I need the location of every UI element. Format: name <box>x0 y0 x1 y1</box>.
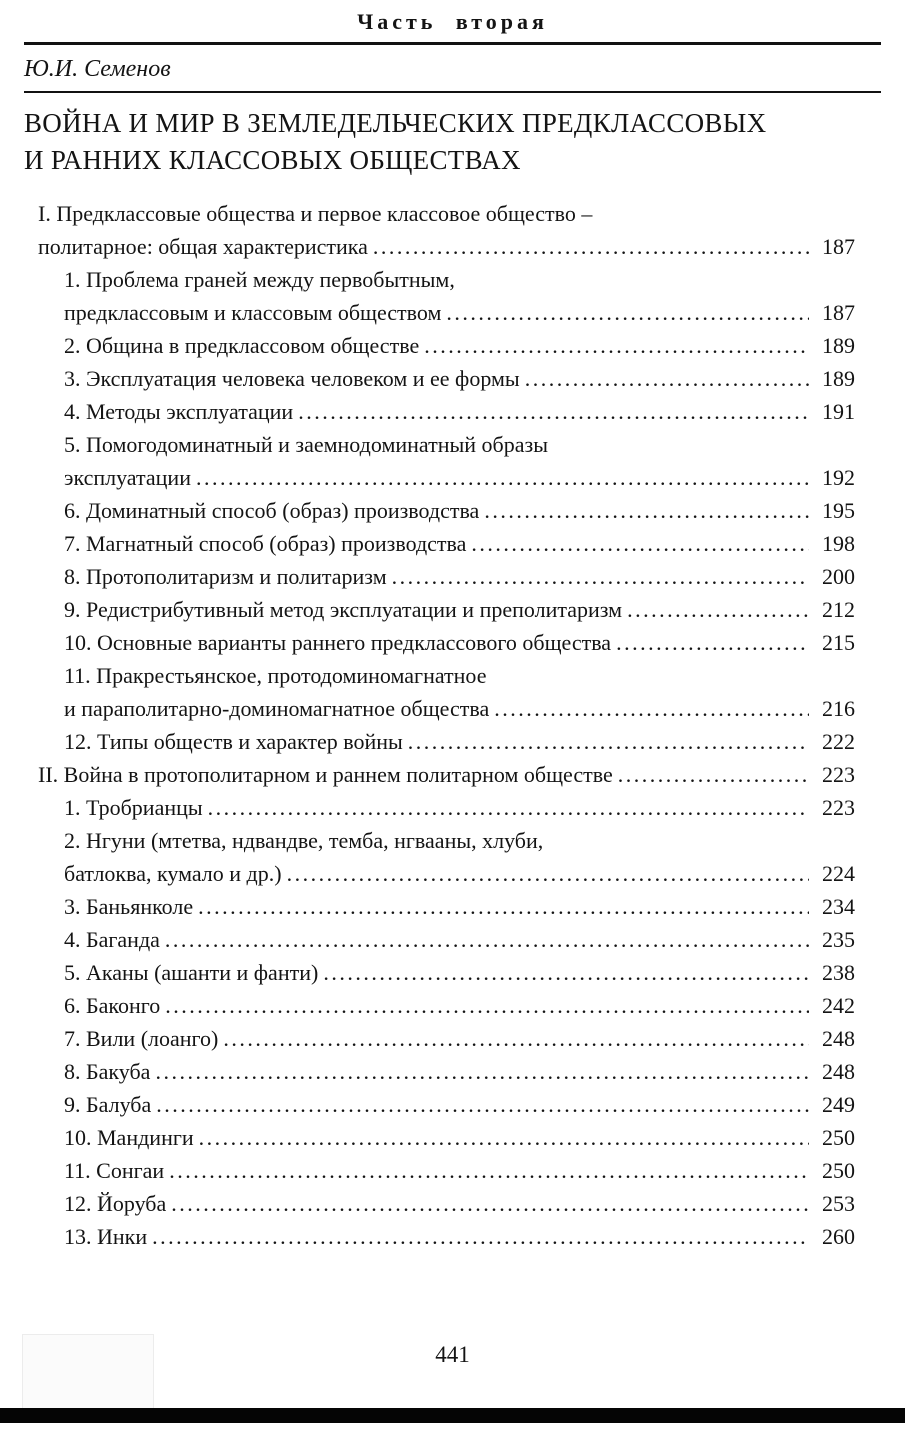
toc-entry-text: II. Война в протополитарном и раннем политарном обществе <box>38 762 613 787</box>
dot-leader <box>298 395 809 428</box>
page-number: 441 <box>435 1342 470 1367</box>
toc-entry-text: 4. Методы эксплуатации <box>64 399 294 424</box>
toc-entry-line <box>64 593 855 626</box>
toc-entry <box>38 197 855 263</box>
toc-entry <box>64 626 855 659</box>
toc-page-number: 195 <box>822 498 855 523</box>
toc-page-number: 215 <box>822 630 855 655</box>
dot-leader <box>424 329 809 362</box>
dot-leader <box>155 1055 809 1088</box>
toc-entry-text: политарное: общая характеристика <box>38 234 368 259</box>
toc-entry-text: 1. Проблема граней между первобытным, <box>64 267 455 292</box>
toc-page-number: 187 <box>822 300 855 325</box>
toc-entry-line <box>64 395 855 428</box>
toc-page-number: 238 <box>822 960 855 985</box>
toc-entry-text: 9. Балуба <box>64 1092 152 1117</box>
toc-entry <box>64 725 855 758</box>
part-header: Часть вторая <box>357 9 548 34</box>
toc-page-number: 235 <box>822 927 855 952</box>
dot-leader <box>165 923 809 956</box>
dot-leader <box>616 626 809 659</box>
toc-entry <box>64 923 855 956</box>
dot-leader <box>323 956 809 989</box>
toc-entry-line <box>38 230 855 263</box>
toc-entry <box>64 989 855 1022</box>
dot-leader <box>408 725 809 758</box>
toc-entry-text: 2. Община в предклассовом обществе <box>64 333 420 358</box>
toc-page-number: 234 <box>822 894 855 919</box>
toc-page-number: 198 <box>822 531 855 556</box>
toc-page-number: 187 <box>822 234 855 259</box>
table-of-contents <box>24 197 881 1253</box>
toc-entry-text: 1. Тробрианцы <box>64 795 203 820</box>
toc-entry-text: 7. Магнатный способ (образ) производства <box>64 531 467 556</box>
toc-entry <box>64 1187 855 1220</box>
toc-entry <box>64 1088 855 1121</box>
dot-leader <box>169 1154 809 1187</box>
toc-page-number: 248 <box>822 1026 855 1051</box>
toc-page-number: 260 <box>822 1224 855 1249</box>
toc-entry-text: 3. Баньянколе <box>64 894 194 919</box>
toc-entry-text: 8. Протополитаризм и политаризм <box>64 564 387 589</box>
toc-entry-line <box>64 725 855 758</box>
toc-entry-line <box>64 692 855 725</box>
toc-entry-text: 4. Баганда <box>64 927 160 952</box>
dot-leader <box>484 494 809 527</box>
dot-leader <box>627 593 809 626</box>
toc-page-number: 192 <box>822 465 855 490</box>
toc-page-number: 216 <box>822 696 855 721</box>
toc-entry <box>64 428 855 494</box>
toc-page-number: 223 <box>822 762 855 787</box>
toc-entry-text: 9. Редистрибутивный метод эксплуатации и преполитаризм <box>64 597 623 622</box>
toc-entry-text: батлоква, кумало и др.) <box>64 861 282 886</box>
dot-leader <box>198 890 809 923</box>
toc-entry-text: 11. Сонгаи <box>64 1158 165 1183</box>
toc-entry-line <box>64 1088 855 1121</box>
author-name: Ю.И. Семенов <box>24 56 171 82</box>
dot-leader <box>208 791 809 824</box>
toc-entry-line <box>64 956 855 989</box>
toc-entry-line <box>64 1187 855 1220</box>
toc-entry-text: эксплуатации <box>64 465 191 490</box>
toc-entry-line <box>38 758 855 791</box>
toc-entry-line <box>64 428 855 461</box>
toc-page-number: 189 <box>822 333 855 358</box>
toc-page-number: 253 <box>822 1191 855 1216</box>
toc-page-number: 223 <box>822 795 855 820</box>
toc-entry-text: 10. Основные варианты раннего предклассового общества <box>64 630 612 655</box>
toc-entry-line <box>64 1154 855 1187</box>
toc-entry-text: 3. Эксплуатация человека человеком и ее формы <box>64 366 520 391</box>
toc-page-number: 224 <box>822 861 855 886</box>
document-title-line-1: ВОЙНА И МИР В ЗЕМЛЕДЕЛЬЧЕСКИХ ПРЕДКЛАССОВЫХ <box>24 108 767 138</box>
divider-author <box>24 91 881 93</box>
toc-entry-text: I. Предклассовые общества и первое классовое общество – <box>38 201 593 226</box>
toc-entry <box>64 824 855 890</box>
dot-leader <box>446 296 809 329</box>
toc-entry-line <box>64 494 855 527</box>
toc-entry <box>64 362 855 395</box>
toc-entry-line <box>64 791 855 824</box>
toc-page-number: 222 <box>822 729 855 754</box>
document-title <box>24 105 881 179</box>
toc-entry-text: 8. Бакуба <box>64 1059 151 1084</box>
toc-entry-line <box>64 890 855 923</box>
toc-page-number: 249 <box>822 1092 855 1117</box>
toc-entry <box>38 758 855 791</box>
toc-entry-text: 12. Типы обществ и характер войны <box>64 729 403 754</box>
toc-entry-text: 6. Баконго <box>64 993 161 1018</box>
toc-entry <box>64 593 855 626</box>
toc-page-number: 189 <box>822 366 855 391</box>
toc-entry-line <box>64 1022 855 1055</box>
toc-entry <box>64 263 855 329</box>
toc-entry <box>64 956 855 989</box>
toc-entry-line <box>64 659 855 692</box>
toc-entry-text: 12. Йоруба <box>64 1191 167 1216</box>
toc-entry <box>64 890 855 923</box>
dot-leader <box>165 989 809 1022</box>
toc-entry <box>64 494 855 527</box>
toc-entry-line <box>64 824 855 857</box>
toc-page-number: 250 <box>822 1158 855 1183</box>
toc-entry <box>64 1154 855 1187</box>
toc-entry-line <box>64 296 855 329</box>
toc-entry <box>64 560 855 593</box>
toc-entry-text: 11. Пракрестьянское, протодоминомагнатное <box>64 663 487 688</box>
dot-leader <box>196 461 809 494</box>
toc-entry-line <box>64 1121 855 1154</box>
dot-leader <box>223 1022 809 1055</box>
toc-entry-line <box>64 560 855 593</box>
toc-entry-text: 6. Доминатный способ (образ) производства <box>64 498 480 523</box>
toc-page-number: 191 <box>822 399 855 424</box>
toc-entry-line <box>64 989 855 1022</box>
toc-entry-line <box>64 527 855 560</box>
scan-edge-bar <box>0 1408 905 1423</box>
divider-top <box>24 42 881 45</box>
document-title-line-2: И РАННИХ КЛАССОВЫХ ОБЩЕСТВАХ <box>24 145 521 175</box>
toc-entry-line <box>64 857 855 890</box>
toc-page-number: 200 <box>822 564 855 589</box>
toc-page-number: 248 <box>822 1059 855 1084</box>
toc-entry-line <box>64 329 855 362</box>
toc-entry-text: 13. Инки <box>64 1224 148 1249</box>
dot-leader <box>525 362 809 395</box>
toc-entry <box>64 395 855 428</box>
toc-entry-text: предклассовым и классовым обществом <box>64 300 442 325</box>
dot-leader <box>199 1121 809 1154</box>
toc-entry <box>64 527 855 560</box>
toc-entry-text: и параполитарно-доминомагнатное общества <box>64 696 490 721</box>
toc-entry-line <box>64 923 855 956</box>
toc-page-number: 212 <box>822 597 855 622</box>
toc-entry <box>64 1220 855 1253</box>
toc-entry-text: 7. Вили (лоанго) <box>64 1026 219 1051</box>
toc-entry-line <box>64 1055 855 1088</box>
toc-entry <box>64 1055 855 1088</box>
toc-entry <box>64 791 855 824</box>
dot-leader <box>152 1220 809 1253</box>
toc-entry <box>64 1121 855 1154</box>
toc-entry <box>64 329 855 362</box>
toc-entry-line <box>64 1220 855 1253</box>
toc-entry-text: 5. Помогодоминатный и заемнодоминатный образы <box>64 432 548 457</box>
dot-leader <box>171 1187 809 1220</box>
toc-entry-line <box>64 626 855 659</box>
dot-leader <box>471 527 809 560</box>
dot-leader <box>392 560 809 593</box>
toc-entry-text: 5. Аканы (ашанти и фанти) <box>64 960 319 985</box>
dot-leader <box>618 758 809 791</box>
toc-entry-line <box>64 362 855 395</box>
dot-leader <box>287 857 809 890</box>
dot-leader <box>156 1088 809 1121</box>
toc-entry-line <box>38 197 855 230</box>
dot-leader <box>373 230 809 263</box>
toc-entry-text: 2. Нгуни (мтетва, ндвандве, темба, нгвааны, хлуби, <box>64 828 544 853</box>
toc-entry <box>64 1022 855 1055</box>
toc-entry-line <box>64 263 855 296</box>
toc-entry-line <box>64 461 855 494</box>
dot-leader <box>494 692 809 725</box>
toc-page-number: 242 <box>822 993 855 1018</box>
toc-page-number: 250 <box>822 1125 855 1150</box>
toc-entry-text: 10. Мандинги <box>64 1125 194 1150</box>
toc-entry <box>64 659 855 725</box>
